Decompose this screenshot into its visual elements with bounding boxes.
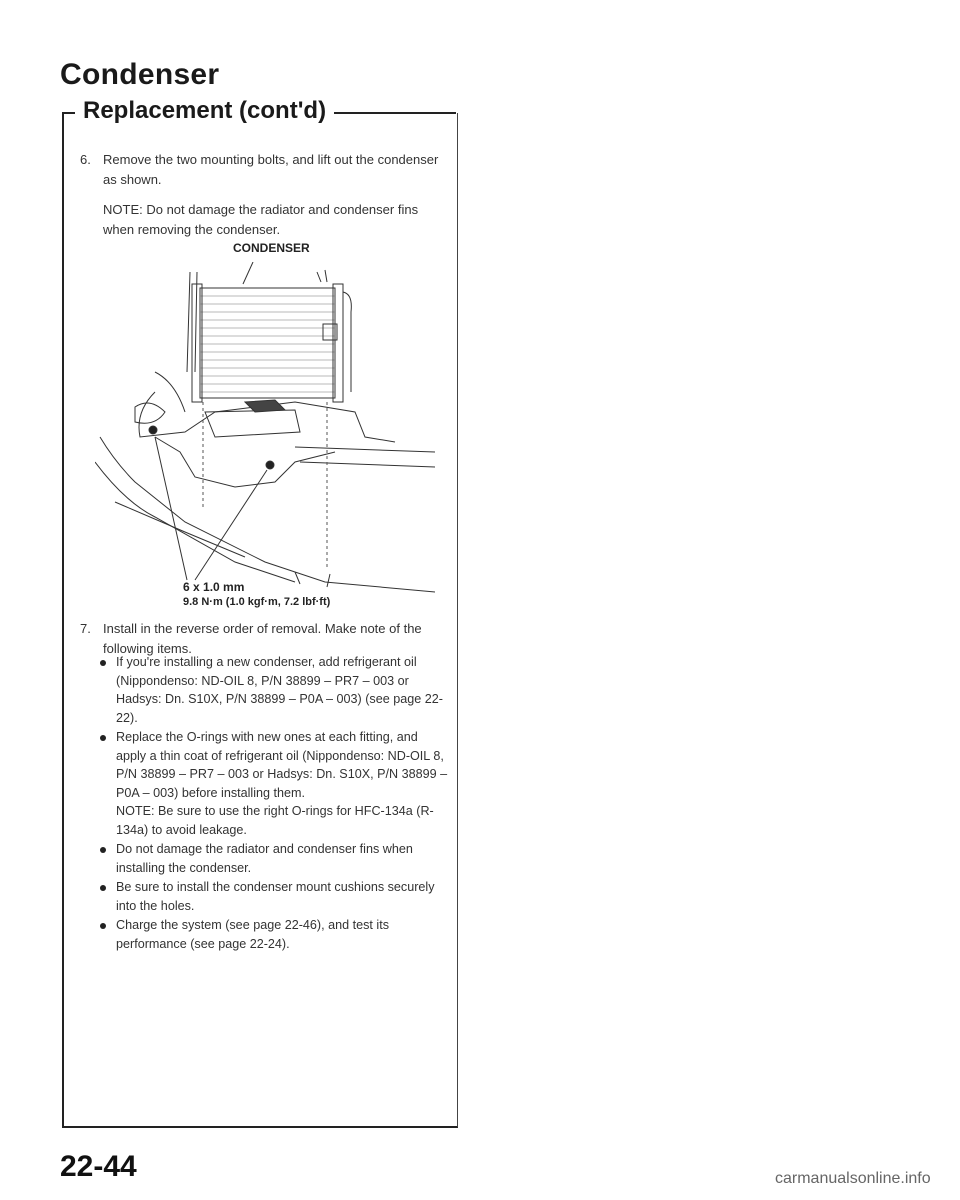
list-item: If you're installing a new condenser, add refrigerant oil (Nippondenso: ND-OIL 8, P/N 38899 – PR7 – 003 or Hadsys: Dn. S10X, P/N 38899 – P0A – 003) (see page 22-22).: [99, 653, 451, 727]
headlight-edge: [155, 372, 185, 412]
frame-top-rule-right: [322, 112, 456, 114]
condenser-leader-line: [243, 262, 253, 284]
bullet-icon: [100, 735, 106, 741]
radiator-support: [139, 392, 395, 442]
bumper-mid: [95, 462, 295, 582]
list-item: Be sure to install the condenser mount cushions securely into the holes.: [99, 878, 451, 915]
bolt-leader-left: [155, 437, 187, 580]
list-item: Charge the system (see page 22-46), and test its performance (see page 22-24).: [99, 916, 451, 953]
watermark-footer: carmanualsonline.info: [775, 1170, 931, 1187]
bullet-icon: [100, 885, 106, 891]
step-7-text: Install in the reverse order of removal. Make note of the following items.: [103, 621, 422, 656]
hood-latch: [245, 400, 285, 412]
radiator-hose-area: [205, 410, 300, 437]
right-bracket: [317, 270, 327, 282]
label-bolt-size: 6 x 1.0 mm: [183, 580, 245, 594]
list-item: Do not damage the radiator and condenser fins when installing the condenser.: [99, 840, 451, 877]
label-condenser: CONDENSER: [233, 241, 310, 255]
step-6-number: 6.: [80, 152, 91, 167]
condenser-fins: [200, 296, 335, 392]
step-7-number: 7.: [80, 621, 91, 636]
step-6-note: NOTE: Do not damage the radiator and condenser fins when removing the condenser.: [103, 202, 419, 237]
bullet-icon: [100, 847, 106, 853]
label-torque-spec: 9.8 N·m (1.0 kgf·m, 7.2 lbf·ft): [183, 596, 331, 608]
condenser-pipe: [343, 292, 351, 392]
bullet-icon: [100, 923, 106, 929]
install-notes-list: [99, 653, 451, 954]
list-item: Replace the O-rings with new ones at each fitting, and apply a thin coat of refrigerant oil (Nippondenso: ND-OIL 8, P/N 38899 – PR7 – 003 or Hadsys: Dn. S10X, P/N 38899 – P0A – 003) before installing them. NOTE: Be sure to use the right O-rings for HFC-134a (R-134a) to avoid leakage.: [99, 728, 451, 839]
step-6-text: Remove the two mounting bolts, and lift out the condenser as shown.: [103, 152, 439, 187]
page-title: Condenser: [60, 58, 220, 91]
condenser-removal-diagram: [95, 262, 435, 612]
page-number: 22-44: [60, 1150, 137, 1183]
mounting-bolt-left-icon: [149, 426, 157, 434]
mounting-bolt-right-icon: [266, 461, 274, 469]
o-ring-note: NOTE: Be sure to use the right O-rings for HFC-134a (R-134a) to avoid leakage.: [116, 804, 434, 837]
condenser-core: [200, 288, 335, 398]
bullet-icon: [100, 660, 106, 666]
section-subtitle: Replacement (cont'd): [75, 97, 334, 125]
